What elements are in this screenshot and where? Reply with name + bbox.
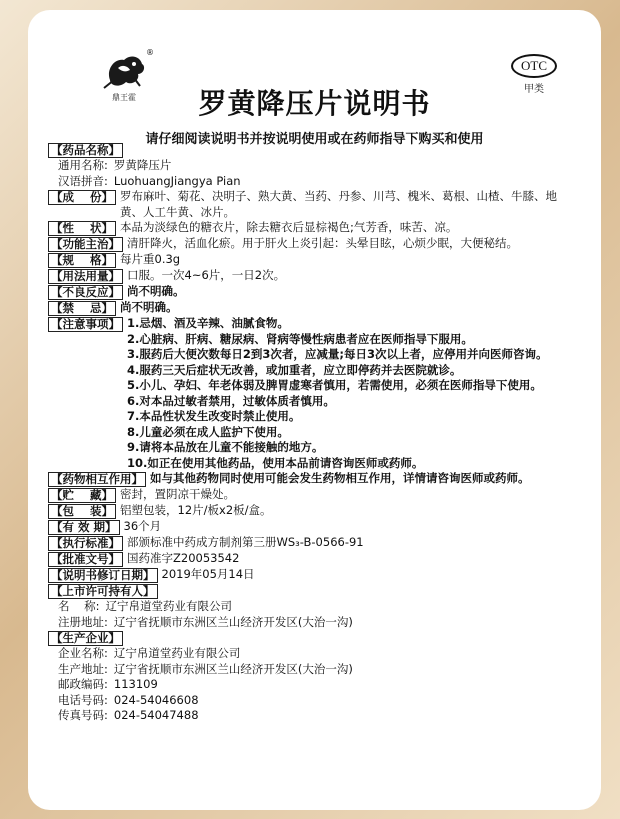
storage-value: 密封，置阴凉干燥处。 — [120, 487, 236, 501]
ingredients-label: 【成 份】 — [48, 190, 116, 205]
revision-date-label: 【说明书修订日期】 — [48, 568, 158, 583]
precaution-item: 4. 服药三天后症状无改善，或加重者，应立即停药并去医院就诊。 — [127, 362, 462, 377]
precaution-item: 8. 儿童必须在成人监护下使用。 — [127, 424, 289, 439]
otc-label: OTC — [511, 54, 557, 78]
zip-label: 邮政编码: — [58, 677, 108, 691]
specification-label: 【规 格】 — [48, 253, 116, 268]
precaution-item: 2. 心脏病、肝病、糖尿病、肾病等慢性病患者应在医师指导下服用。 — [127, 331, 473, 346]
adverse-reactions-label: 【不良反应】 — [48, 285, 123, 300]
page-subtitle: 请仔细阅读说明书并按说明使用或在药师指导下购买和使用 — [145, 132, 484, 147]
precaution-item: 5. 小儿、孕妇、年老体弱及脾胃虚寒者慎用，若需使用，必须在医师指导下使用。 — [127, 378, 542, 392]
maker-name-label: 企业名称: — [58, 646, 108, 660]
precaution-item: 3. 服药后大便次数每日2到3次者，应减量;每日3次以上者，应停用并向医师咨询。 — [127, 347, 548, 361]
precaution-item: 6. 对本品过敏者禁用，过敏体质者慎用。 — [127, 393, 335, 408]
interactions-label: 【药物相互作用】 — [48, 472, 146, 487]
precaution-item: 10. 如正在使用其他药品，使用本品前请咨询医师或药师。 — [127, 455, 424, 470]
package-label: 【包 装】 — [48, 504, 116, 519]
maker-address-label: 生产地址: — [58, 661, 108, 676]
maker-address-value: 辽宁省抚顺市东洲区兰山经济开发区(大治一沟) — [113, 661, 353, 676]
dosage-label: 【用法用量】 — [48, 269, 123, 284]
holder-address-value: 辽宁省抚顺市东洲区兰山经济开发区(大治一沟) — [113, 614, 353, 629]
storage-label: 【贮 藏】 — [48, 488, 116, 503]
indications-label: 【功能主治】 — [48, 237, 123, 252]
precaution-item: 7. 本品性状发生改变时禁止使用。 — [127, 409, 301, 423]
holder-address-label: 注册地址: — [58, 614, 108, 629]
zip-value: 113109 — [113, 677, 158, 691]
ingredients-value: 罗布麻叶、菊花、决明子、熟大黄、当药、丹参、川芎、槐米、葛根、山楂、牛膝、地黄、人工牛黄、冰片。 — [120, 189, 558, 219]
fax-label: 传真号码: — [58, 708, 108, 722]
pinyin-value: LuohuangJiangya Pian — [113, 173, 241, 188]
characteristics-label: 【性 状】 — [48, 221, 116, 236]
contraindications-label: 【禁 忌】 — [48, 301, 116, 316]
expiry-value: 36个月 — [123, 519, 162, 533]
precautions-label: 【注意事项】 — [48, 317, 123, 332]
adverse-reactions-value: 尚不明确。 — [127, 284, 185, 298]
standard-value: 部颁标准中药成方制剂第三册WS₃-B-0566-91 — [127, 535, 364, 549]
otc-class: 甲类 — [524, 84, 544, 95]
expiry-label: 【有 效 期】 — [48, 520, 120, 535]
license-holder-heading: 【上市许可持有人】 — [48, 584, 158, 599]
brand-name: 鼎王霍 — [112, 93, 136, 102]
revision-date-value: 2019年05月14日 — [161, 567, 255, 581]
specification-value: 每片重0.3g — [120, 252, 181, 266]
holder-name-value: 辽宁帛道堂药业有限公司 — [105, 599, 232, 613]
phone-label: 电话号码: — [58, 692, 108, 707]
drug-name-heading: 【药品名称】 — [48, 143, 123, 158]
holder-name-label: 名 称: — [58, 599, 100, 613]
indications-value: 清肝降火，活血化瘀。用于肝火上炎引起：头晕目眩，心烦少眠，大便秘结。 — [127, 236, 518, 250]
generic-name-label: 通用名称: — [58, 158, 108, 172]
fax-value: 024-54047488 — [113, 708, 199, 722]
precautions-list — [127, 316, 563, 471]
registered-mark: ® — [146, 48, 154, 57]
dosage-value: 口服。一次4~6片，一日2次。 — [127, 268, 286, 282]
leaflet-content — [48, 142, 563, 724]
generic-name-value: 罗黄降压片 — [113, 158, 172, 172]
maker-name-value: 辽宁帛道堂药业有限公司 — [113, 646, 241, 660]
pinyin-label: 汉语拼音: — [58, 173, 108, 188]
contraindications-value: 尚不明确。 — [120, 300, 178, 314]
interactions-value: 如与其他药物同时使用可能会发生药物相互作用，详情请咨询医师或药师。 — [150, 471, 530, 485]
approval-value: 国药准字Z20053542 — [127, 551, 240, 565]
standard-label: 【执行标准】 — [48, 536, 123, 551]
approval-label: 【批准文号】 — [48, 552, 123, 567]
package-value: 铝塑包装，12片/板x2板/盒。 — [120, 503, 272, 517]
manufacturer-heading: 【生产企业】 — [48, 631, 123, 646]
precaution-item: 1. 忌烟、酒及辛辣、油腻食物。 — [127, 316, 289, 330]
phone-value: 024-54046608 — [113, 692, 199, 707]
precaution-item: 9. 请将本品放在儿童不能接触的地方。 — [127, 440, 324, 454]
characteristics-value: 本品为淡绿色的糖衣片，除去糖衣后显棕褐色;气芳香，味苦、凉。 — [120, 220, 458, 234]
page-title: 罗黄降压片说明书 — [198, 87, 431, 120]
